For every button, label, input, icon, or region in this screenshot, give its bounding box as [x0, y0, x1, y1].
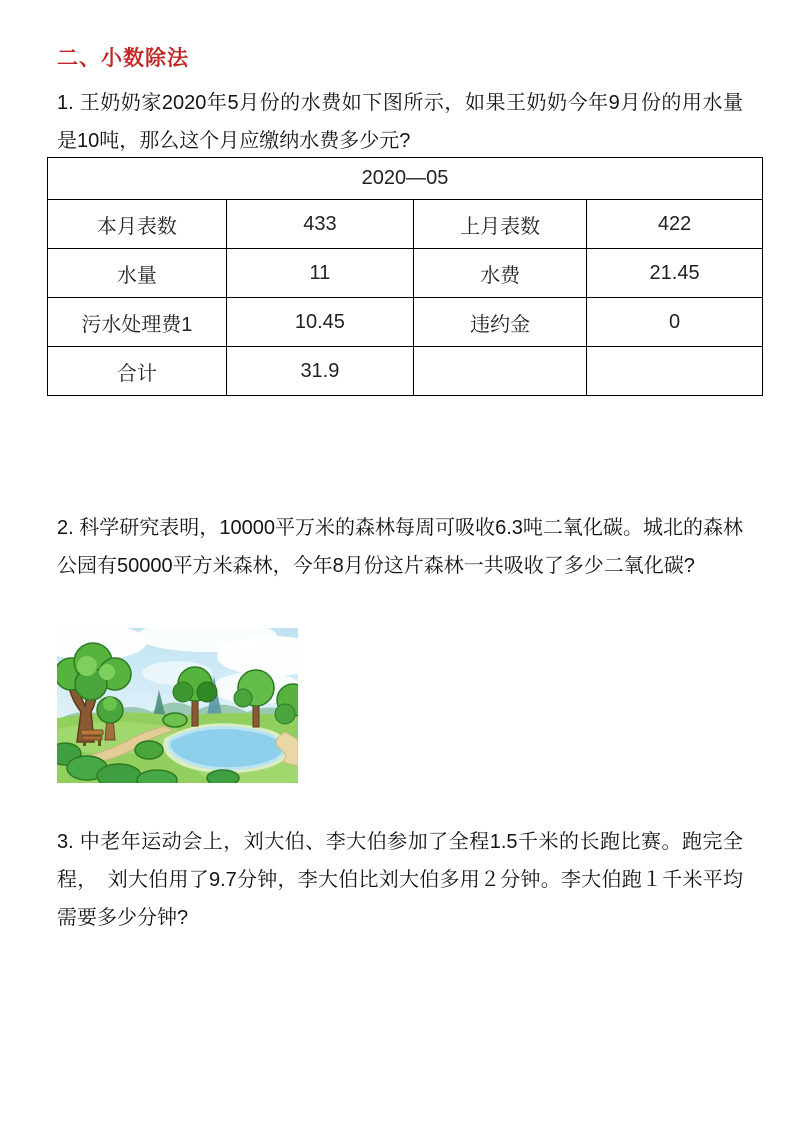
- cell-value-previous-reading: 422: [587, 200, 763, 249]
- cell-value-total: 31.9: [226, 347, 413, 396]
- park-illustration: [57, 628, 298, 783]
- problem3-text: 3. 中老年运动会上，刘大伯、李大伯参加了全程1.5千米的长跑比赛。跑完全程， 刘大伯用了9.7分钟，李大伯比刘大伯多用２分钟。李大伯跑１千米平均需要多少分钟?: [57, 831, 743, 929]
- cell-empty: [587, 347, 763, 396]
- pond-water: [169, 728, 284, 769]
- table-row: [48, 347, 763, 396]
- cell-label-water-volume: 水量: [48, 249, 227, 298]
- cell-label-sewage-fee: 污水处理费1: [48, 298, 227, 347]
- table-row: [48, 249, 763, 298]
- water-bill-table: [47, 157, 763, 396]
- cell-value-penalty: 0: [587, 298, 763, 347]
- cell-empty: [414, 347, 587, 396]
- table-title-row: [48, 158, 763, 200]
- table-title: 2020—05: [48, 158, 763, 200]
- cell-label-water-fee: 水费: [414, 249, 587, 298]
- section-heading: 二、小数除法: [57, 47, 189, 70]
- cell-label-current-reading: 本月表数: [48, 200, 227, 249]
- cell-value-sewage-fee: 10.45: [226, 298, 413, 347]
- table-row: [48, 200, 763, 249]
- cell-value-water-fee: 21.45: [587, 249, 763, 298]
- cell-label-previous-reading: 上月表数: [414, 200, 587, 249]
- table-row: [48, 298, 763, 347]
- problem1-text: 1. 王奶奶家2020年5月份的水费如下图所示，如果王奶奶今年9月份的用水量是10吨，那么这个月应缴纳水费多少元?: [57, 92, 743, 152]
- cell-label-penalty: 违约金: [414, 298, 587, 347]
- cell-label-total: 合计: [48, 347, 227, 396]
- problem2-text: 2. 科学研究表明，10000平万米的森林每周可吸收6.3吨二氧化碳。城北的森林公园有50000平方米森林，今年8月份这片森林一共吸收了多少二氧化碳?: [57, 517, 743, 577]
- cell-value-water-volume: 11: [226, 249, 413, 298]
- cell-value-current-reading: 433: [226, 200, 413, 249]
